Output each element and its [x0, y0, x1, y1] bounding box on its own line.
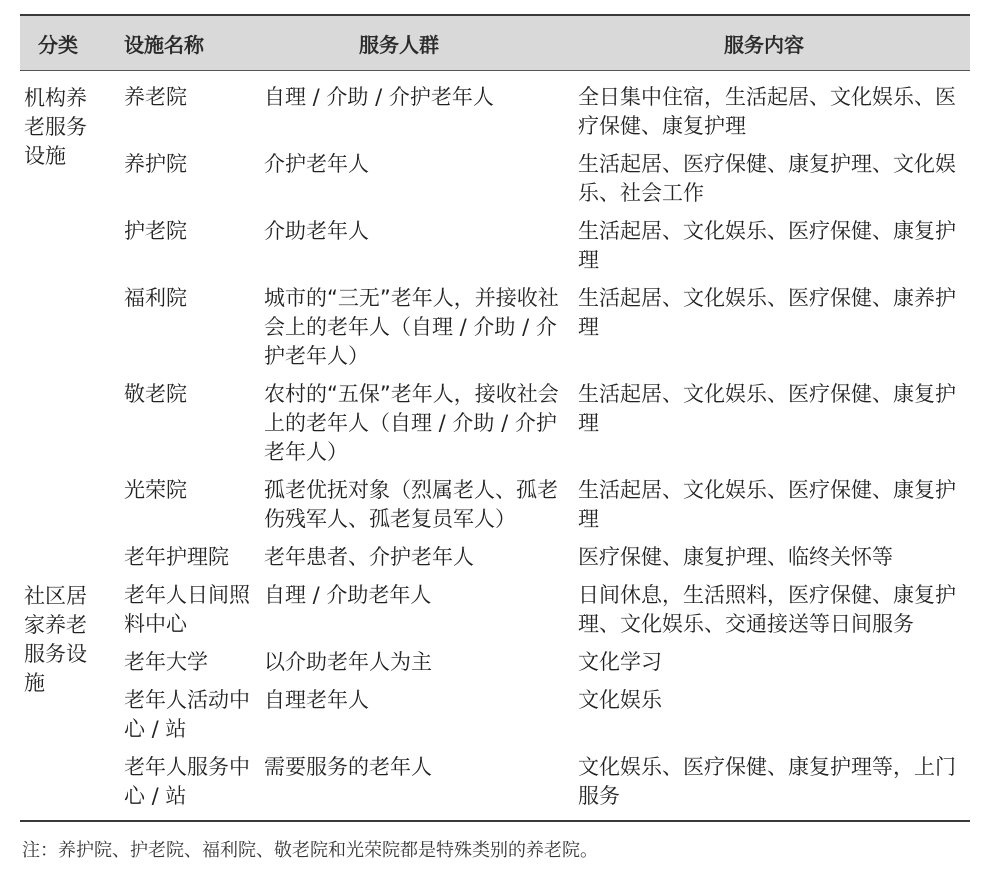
cell-service-population: 自理 / 介助老年人 [264, 583, 432, 607]
cell-service-content: 文化学习 [578, 650, 662, 674]
cell-service-population: 孤老优抚对象（烈属老人、孤老伤残军人、孤老复员军人） [264, 478, 558, 531]
cell-service-population: 老年患者、介护老年人 [264, 545, 474, 569]
category-group [20, 581, 970, 820]
category-group [20, 83, 970, 581]
header-facility-name: 设施名称 [124, 32, 204, 57]
cell-service-content: 生活起居、文化娱乐、医疗保健、康复护理 [578, 382, 956, 435]
table-header [20, 16, 970, 71]
table-bottom-rule [20, 820, 970, 822]
cell-service-content: 日间休息，生活照料，医疗保健、康复护理、文化娱乐、交通接送等日间服务 [578, 583, 956, 636]
cell-facility-name: 老年人服务中心 / 站 [124, 755, 250, 808]
table-row [120, 581, 970, 639]
cell-facility-name: 养护院 [124, 152, 187, 176]
header-service-population: 服务人群 [359, 32, 439, 57]
cell-service-population: 介护老年人 [264, 152, 369, 176]
cell-service-content: 生活起居、医疗保健、康复护理、文化娱乐、社会工作 [578, 152, 956, 205]
cell-facility-name: 老年人活动中心 / 站 [124, 688, 250, 741]
category-label [20, 83, 120, 581]
facilities-table [20, 14, 970, 822]
cell-service-content: 文化娱乐 [578, 688, 662, 712]
header-service-content: 服务内容 [724, 32, 804, 57]
table-row [120, 150, 970, 208]
header-category: 分类 [38, 32, 78, 57]
table-row [120, 648, 970, 677]
category-label-line: 施 [24, 671, 45, 695]
category-label-line: 老服务 [24, 115, 87, 139]
cell-service-content: 医疗保健、康复护理、临终关怀等 [578, 545, 893, 569]
category-label-line: 服务设 [24, 642, 87, 666]
table-row [120, 284, 970, 371]
table-row [120, 476, 970, 534]
cell-service-population: 农村的“五保”老年人，接收社会上的老年人（自理 / 介助 / 介护老年人） [264, 382, 559, 464]
cell-service-content: 文化娱乐、医疗保健、康复护理等，上门服务 [578, 755, 956, 808]
cell-facility-name: 福利院 [124, 286, 187, 310]
cell-facility-name: 护老院 [124, 219, 187, 243]
cell-service-population: 介助老年人 [264, 219, 369, 243]
cell-facility-name: 老年人日间照料中心 [124, 583, 250, 636]
table-footnote: 注：养护院、护老院、福利院、敬老院和光荣院都是特殊类别的养老院。 [22, 840, 598, 861]
cell-facility-name: 敬老院 [124, 382, 187, 406]
cell-facility-name: 养老院 [124, 85, 187, 109]
cell-service-population: 以介助老年人为主 [264, 650, 432, 674]
cell-facility-name: 老年护理院 [124, 545, 229, 569]
cell-facility-name: 老年大学 [124, 650, 208, 674]
cell-service-content: 生活起居、文化娱乐、医疗保健、康复护理 [578, 219, 956, 272]
cell-service-population: 城市的“三无”老年人，并接收社会上的老年人（自理 / 介助 / 介护老年人） [264, 286, 559, 368]
table-row [120, 217, 970, 275]
category-label-line: 机构养 [24, 86, 87, 110]
table-row [120, 686, 970, 744]
category-label-line: 家养老 [24, 613, 87, 637]
cell-service-population: 需要服务的老年人 [264, 755, 432, 779]
category-label-line: 设施 [24, 144, 66, 168]
category-label [20, 581, 120, 820]
table-row [120, 753, 970, 811]
cell-service-content: 全日集中住宿，生活起居、文化娱乐、医疗保健、康复护理 [578, 85, 956, 138]
cell-service-content: 生活起居、文化娱乐、医疗保健、康养护理 [578, 286, 956, 339]
cell-service-content: 生活起居、文化娱乐、医疗保健、康复护理 [578, 478, 956, 531]
category-rows [120, 581, 970, 820]
table-row [120, 543, 970, 572]
cell-facility-name: 光荣院 [124, 478, 187, 502]
table-row [120, 380, 970, 467]
table-row [120, 83, 970, 141]
cell-service-population: 自理 / 介助 / 介护老年人 [264, 85, 494, 109]
category-rows [120, 83, 970, 581]
cell-service-population: 自理老年人 [264, 688, 369, 712]
category-label-line: 社区居 [24, 584, 87, 608]
table-body [20, 83, 970, 820]
